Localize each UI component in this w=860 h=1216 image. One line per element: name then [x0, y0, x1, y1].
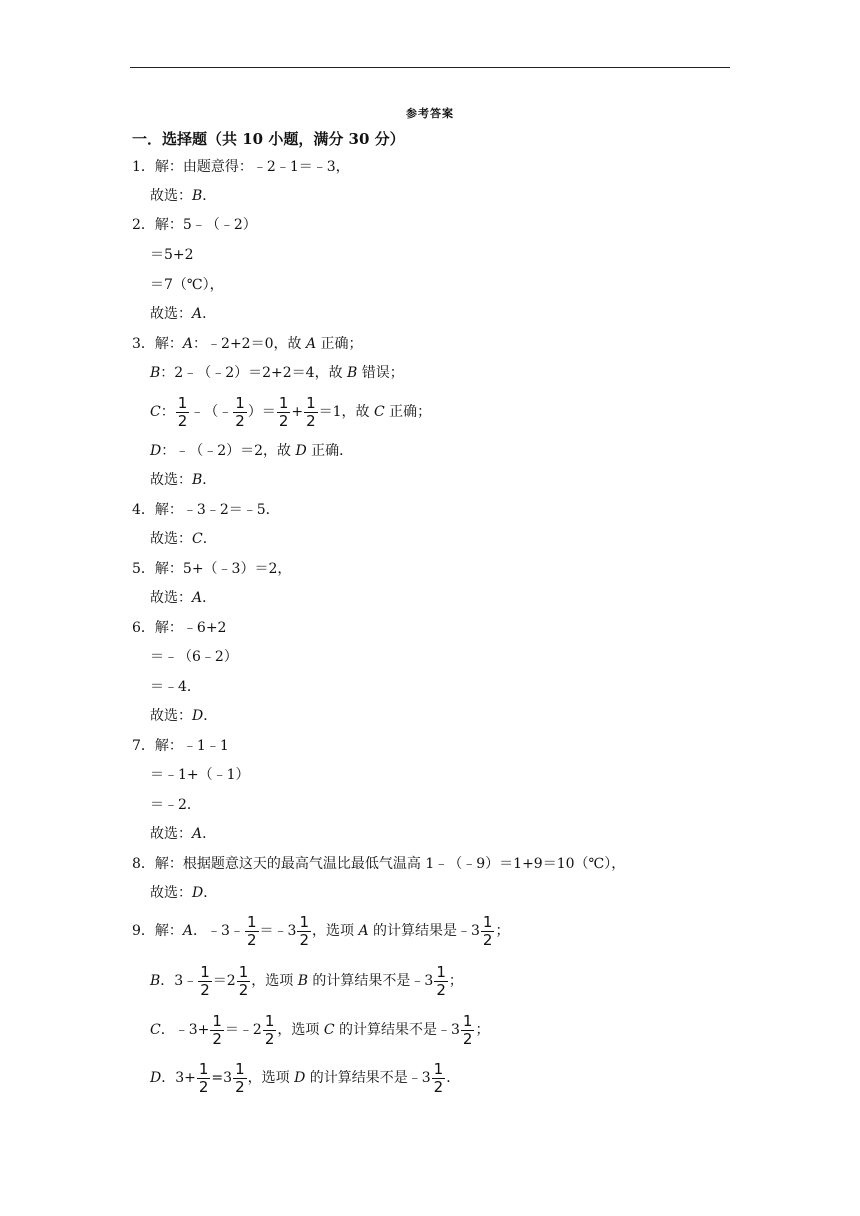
q2-answer — [150, 304, 216, 324]
q1-answer — [150, 186, 216, 206]
text-segment: ＝1，故 — [318, 404, 374, 420]
text-segment: 故选： — [150, 590, 192, 606]
fraction-numerator: 1 — [177, 393, 188, 412]
fraction — [237, 964, 251, 999]
option-letter: C — [374, 404, 385, 420]
option-letter: A — [358, 923, 369, 939]
q6-answer — [150, 706, 217, 726]
text-segment: 故选： — [150, 826, 192, 842]
fraction-denominator: 2 — [235, 1077, 245, 1096]
option-letter: B — [347, 365, 358, 381]
q7-answer — [150, 824, 216, 844]
option-letter: A — [192, 826, 203, 842]
q7-line-1: 7．解：﹣1﹣1 — [132, 738, 229, 754]
fraction — [210, 1013, 224, 1048]
fraction — [277, 395, 291, 430]
option-letter: D — [150, 1070, 162, 1086]
fraction-denominator: 2 — [299, 930, 309, 949]
q6-line-2: ＝﹣（6﹣2） — [150, 649, 238, 665]
text-segment: ． — [202, 826, 217, 842]
option-letter: B — [150, 973, 161, 989]
fraction-denominator: 2 — [238, 980, 249, 999]
fraction — [233, 1061, 247, 1096]
text-segment: ． — [203, 885, 218, 901]
q6-line-3: ＝﹣4． — [150, 679, 201, 695]
text-segment: ．﹣3﹣ — [193, 923, 244, 939]
fraction — [233, 395, 247, 430]
text-segment: 的计算结果不是﹣3 — [305, 1070, 431, 1086]
text-segment: 的计算结果不是﹣3 — [334, 1022, 460, 1038]
text-segment: + — [291, 404, 304, 420]
fraction-denominator: 2 — [235, 411, 245, 430]
fraction-denominator: 2 — [246, 930, 257, 949]
text-segment: 的计算结果是﹣3 — [368, 923, 480, 939]
fraction-denominator: 2 — [433, 1077, 444, 1096]
section-heading: 一．选择题（共 10 小题，满分 30 分） — [132, 130, 405, 148]
text-segment: ． — [202, 306, 217, 322]
q8-line-1: 8．解：根据题意这天的最高气温比最低气温高 1﹣（﹣9）＝1+9＝10（℃）， — [132, 856, 626, 872]
fraction-numerator: 1 — [246, 912, 257, 931]
fraction — [461, 1013, 475, 1048]
option-letter: B — [192, 472, 203, 488]
fraction — [245, 914, 259, 949]
fraction — [198, 964, 212, 999]
text-segment: ：﹣2+2＝0，故 — [193, 336, 306, 352]
q3-line-b — [150, 363, 404, 383]
fraction-denominator: 2 — [462, 1029, 473, 1048]
fraction-denominator: 2 — [436, 980, 446, 999]
q3-line-a — [132, 334, 363, 354]
text-segment: ．﹣3+ — [160, 1022, 210, 1038]
fraction-numerator: 1 — [200, 962, 210, 981]
fraction-denominator: 2 — [264, 1029, 275, 1048]
q4-answer — [150, 529, 217, 549]
text-segment: ； — [495, 923, 510, 939]
q5-answer — [150, 588, 216, 608]
text-segment: ）＝ — [247, 404, 276, 420]
text-segment: 的计算结果不是﹣3 — [307, 973, 434, 989]
text-segment: 正确； — [384, 404, 432, 420]
q7-line-2: ＝﹣1+（﹣1） — [150, 767, 250, 783]
text-segment: 正确． — [306, 443, 354, 459]
option-letter: A — [182, 923, 194, 939]
option-letter: B — [192, 188, 203, 204]
text-segment: 3．解： — [132, 336, 183, 352]
q9-line-a — [132, 911, 509, 951]
option-letter: C — [150, 1022, 161, 1038]
fraction-numerator: 1 — [482, 912, 493, 931]
option-letter: A — [192, 590, 203, 606]
text-segment: ； — [448, 973, 463, 989]
fraction — [176, 395, 190, 430]
text-segment: ，选项 — [247, 1070, 295, 1086]
q3-answer — [150, 470, 216, 490]
option-letter: C — [150, 404, 161, 420]
fraction-denominator: 2 — [212, 1029, 222, 1048]
option-letter: D — [295, 443, 307, 459]
fraction — [432, 1061, 446, 1096]
q9-line-b — [150, 961, 463, 1001]
text-segment: 故选： — [150, 306, 192, 322]
fraction-numerator: 1 — [238, 962, 249, 981]
page-title: 参考答案 — [406, 107, 454, 120]
text-segment: ﹣（﹣ — [190, 404, 233, 420]
text-segment: ． — [203, 708, 218, 724]
option-letter: D — [192, 885, 204, 901]
option-letter: D — [294, 1070, 306, 1086]
fraction-denominator: 2 — [198, 1077, 209, 1096]
text-segment: ． — [446, 1070, 461, 1086]
q1-line-1: 1．解：由题意得：﹣2﹣1＝﹣3， — [132, 159, 350, 175]
text-segment: 故选： — [150, 531, 192, 547]
q9-line-d — [150, 1058, 460, 1098]
q9-line-c — [150, 1010, 489, 1050]
text-segment: ： — [160, 404, 175, 420]
text-segment: 故选： — [150, 885, 192, 901]
q2-line-2: ＝5+2 — [150, 247, 194, 263]
text-segment: ． — [202, 590, 217, 606]
text-segment: 故选： — [150, 472, 192, 488]
text-segment: 9．解： — [132, 923, 183, 939]
text-segment: ； — [475, 1022, 490, 1038]
text-segment: ． — [202, 472, 217, 488]
fraction — [481, 914, 495, 949]
text-segment: ＝﹣2 — [224, 1022, 262, 1038]
text-segment: 错误； — [357, 365, 404, 381]
text-segment: ． — [202, 188, 217, 204]
q8-answer — [150, 883, 217, 903]
fraction-denominator: 2 — [278, 411, 289, 430]
q3-line-d — [150, 441, 353, 461]
fraction-numerator: 1 — [235, 393, 245, 412]
text-segment: 故选： — [150, 708, 192, 724]
q6-line-1: 6．解：﹣6+2 — [132, 620, 227, 636]
text-segment: ＝﹣3 — [259, 923, 297, 939]
fraction-numerator: 1 — [462, 1011, 473, 1030]
option-letter: A — [182, 336, 194, 352]
option-letter: A — [305, 336, 317, 352]
q2-line-1: 2．解：5﹣（﹣2） — [132, 217, 257, 233]
q3-line-c — [150, 392, 431, 432]
text-segment: ，选项 — [277, 1022, 324, 1038]
q2-line-3: ＝7（℃）， — [150, 277, 224, 293]
fraction-numerator: 1 — [299, 912, 309, 931]
q4-line-1: 4．解：﹣3﹣2＝﹣5． — [132, 502, 280, 518]
fraction-numerator: 1 — [235, 1059, 245, 1078]
text-segment: ．3+ — [161, 1070, 196, 1086]
fraction-numerator: 1 — [278, 393, 289, 412]
option-letter: B — [150, 365, 161, 381]
text-segment: =3 — [211, 1070, 233, 1086]
fraction-denominator: 2 — [200, 980, 210, 999]
text-segment: ．3﹣ — [160, 973, 198, 989]
text-segment: 正确； — [316, 336, 363, 352]
fraction-numerator: 1 — [212, 1011, 222, 1030]
text-segment: ：2﹣（﹣2）＝2+2＝4，故 — [160, 365, 348, 381]
fraction-denominator: 2 — [177, 411, 188, 430]
fraction-numerator: 1 — [264, 1011, 275, 1030]
fraction-denominator: 2 — [482, 930, 493, 949]
option-letter: A — [192, 306, 203, 322]
fraction — [434, 964, 448, 999]
fraction — [304, 395, 318, 430]
fraction-numerator: 1 — [306, 393, 316, 412]
text-segment: ，选项 — [311, 923, 359, 939]
fraction — [297, 914, 311, 949]
text-segment: 故选： — [150, 188, 192, 204]
text-segment: ＝2 — [212, 973, 236, 989]
fraction — [263, 1013, 277, 1048]
fraction-numerator: 1 — [436, 962, 446, 981]
option-letter: D — [150, 443, 162, 459]
option-letter: D — [192, 708, 204, 724]
q7-line-3: ＝﹣2． — [150, 797, 201, 813]
q5-line-1: 5．解：5+（﹣3）＝2， — [132, 561, 292, 577]
text-segment: ． — [202, 531, 217, 547]
option-letter: C — [192, 531, 203, 547]
text-segment: ，选项 — [251, 973, 298, 989]
option-letter: C — [323, 1022, 335, 1038]
fraction-numerator: 1 — [198, 1059, 209, 1078]
fraction-denominator: 2 — [306, 411, 316, 430]
fraction-numerator: 1 — [433, 1059, 444, 1078]
text-segment: ：﹣（﹣2）＝2，故 — [161, 443, 296, 459]
header-rule — [130, 67, 730, 68]
fraction — [197, 1061, 211, 1096]
option-letter: B — [297, 973, 308, 989]
